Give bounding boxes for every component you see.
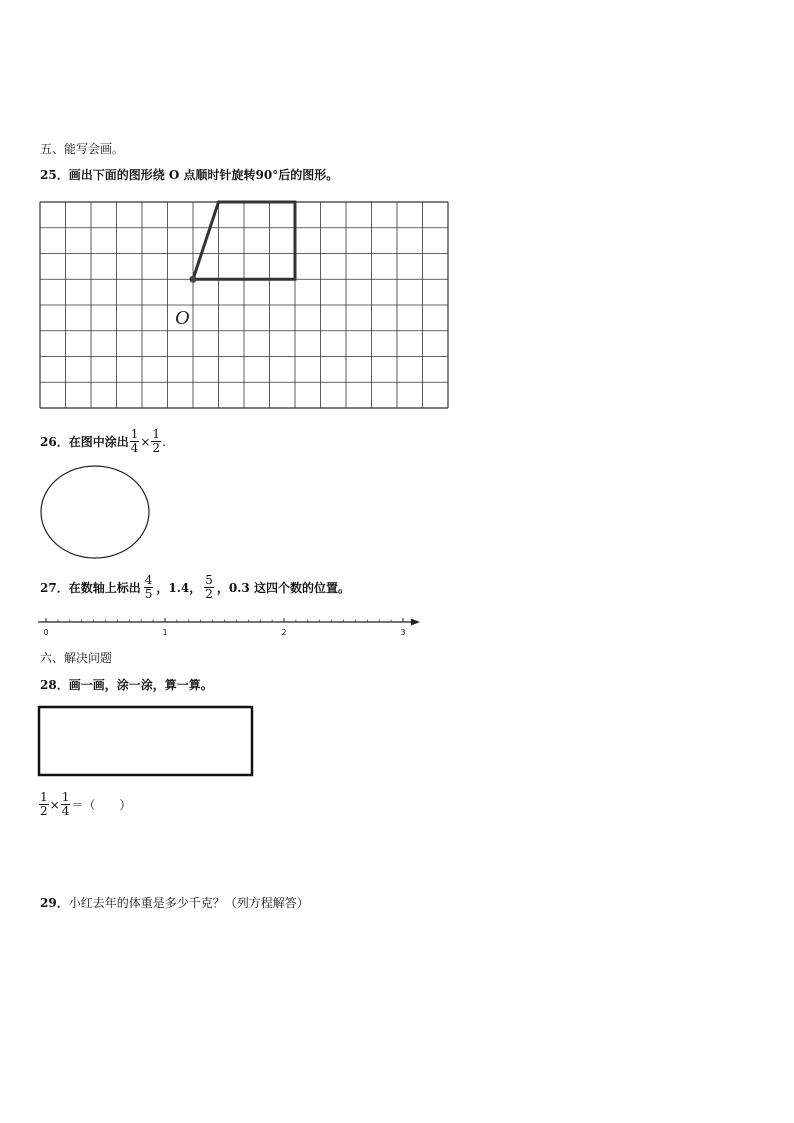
q27-fraction-a: $\frac{4}{5}$ bbox=[144, 573, 153, 601]
question-29-text: 29．小红去年的体重是多少千克？（列方程解答） bbox=[40, 896, 309, 910]
q25-shape bbox=[190, 202, 296, 283]
q25-grid[interactable] bbox=[40, 202, 448, 408]
q28-rectangle[interactable] bbox=[39, 707, 252, 775]
question-28-number: 28． bbox=[40, 678, 69, 692]
q25-pivot-point bbox=[190, 276, 197, 283]
q27-number-line[interactable] bbox=[38, 618, 420, 637]
question-26-number: 26． bbox=[40, 434, 69, 449]
question-27-text: 27．在数轴上标出 $\frac{4}{5}$ ，1.4， $\frac{5}{2}$ ，0.3 这四个数的位置。 bbox=[40, 570, 350, 605]
axis-arrow bbox=[411, 619, 420, 626]
q26-fraction-2: $\frac{1}{2}$ bbox=[152, 427, 161, 455]
question-27-number: 27． bbox=[40, 580, 69, 595]
q27-fraction-b: $\frac{5}{2}$ bbox=[205, 573, 213, 601]
axis-label: 3 bbox=[400, 628, 406, 637]
question-25-text: 25．画出下面的图形绕 O 点顺时针旋转90°后的图形。 bbox=[40, 168, 339, 182]
axis-label: 0 bbox=[43, 628, 49, 637]
q28-expression: $\frac{1}{2}$ × $\frac{1}{4}$ ＝（ ） bbox=[38, 786, 131, 823]
q28-answer-blank[interactable]: （ ） bbox=[83, 797, 132, 812]
section-5-heading: 五、能写会画。 bbox=[40, 142, 125, 156]
axis-label: 2 bbox=[281, 628, 287, 637]
question-28-text: 28．画一画，涂一涂，算一算。 bbox=[40, 678, 213, 692]
axis-label: 1 bbox=[162, 628, 168, 637]
q26-fraction-1: $\frac{1}{4}$ bbox=[130, 427, 139, 455]
q26-circle[interactable] bbox=[41, 466, 149, 558]
q28-fraction-2: $\frac{1}{4}$ bbox=[61, 790, 70, 818]
question-26-text: 26．在图中涂出 $\frac{1}{4}$ × $\frac{1}{2}$ . bbox=[40, 427, 166, 455]
section-6-heading: 六、解决问题 bbox=[40, 651, 113, 665]
question-25-number: 25． bbox=[40, 168, 69, 182]
q25-point-o-label: O bbox=[175, 307, 190, 329]
q28-fraction-1: $\frac{1}{2}$ bbox=[40, 790, 48, 818]
question-29-number: 29． bbox=[40, 896, 69, 910]
